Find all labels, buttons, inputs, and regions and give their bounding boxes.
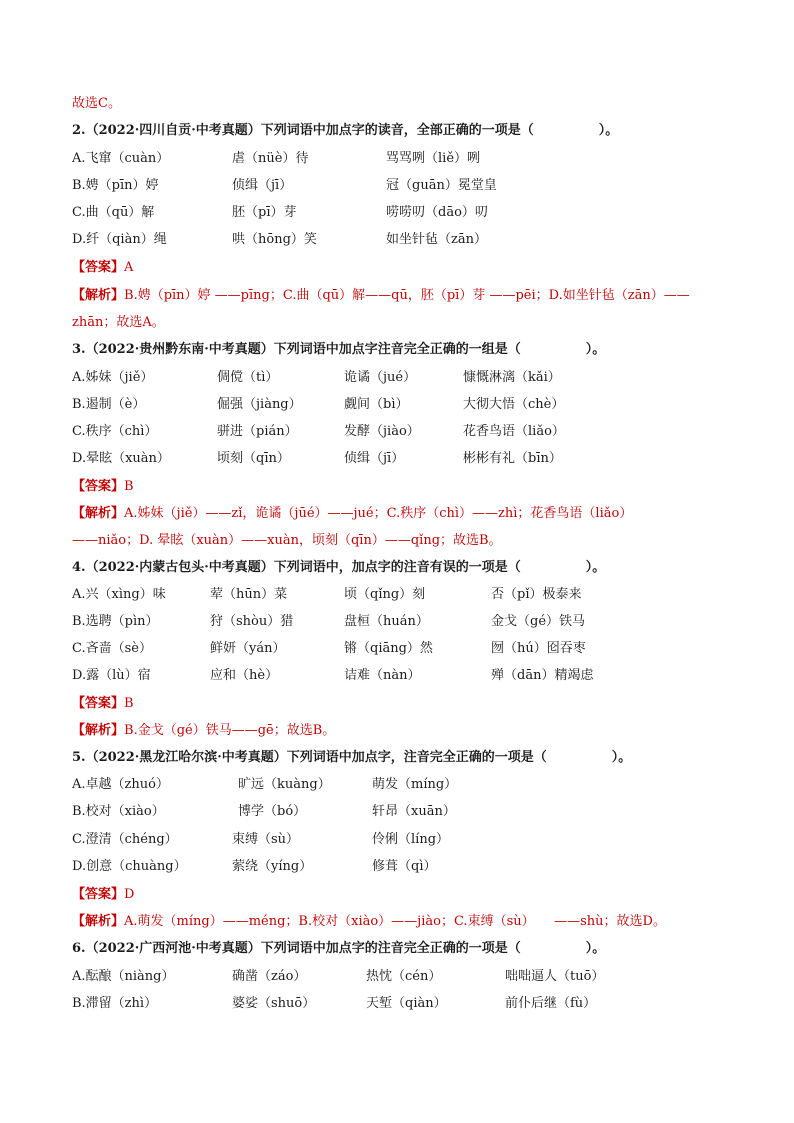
- option-word: 轩昂（xuān）: [372, 804, 456, 819]
- question-4-analysis-line-1: [72, 722, 734, 740]
- answer-label: 【答案】: [72, 887, 125, 902]
- option-word: D.纤（qiàn）绳: [72, 232, 167, 247]
- option-word: 萌发（míng）: [372, 777, 458, 792]
- option-word: C.吝啬（sè）: [72, 641, 152, 656]
- option-word: B.滞留（zhì）: [72, 996, 158, 1011]
- option-word: 狩（shòu）猎: [210, 614, 294, 629]
- option-word: 前仆后继（fù）: [505, 996, 597, 1011]
- option-word: C.澄清（chéng）: [72, 832, 178, 847]
- question-4-answer: [72, 695, 734, 713]
- option-word: 胚（pī）芽: [232, 205, 297, 220]
- answer-value: D: [124, 887, 135, 902]
- option-word: 确凿（záo）: [232, 969, 307, 984]
- question-2-stem: 2.（2022·四川自贡·中考真题）下列词语中加点字的读音，全部正确的一项是（ ）。: [72, 123, 619, 138]
- option-word: 婆娑（shuō）: [232, 996, 316, 1011]
- option-word: D.晕眩（xuàn）: [72, 451, 170, 466]
- question-4-stem: 4.（2022·内蒙古包头·中考真题）下列词语中，加点字的注音有误的一项是（ ）。: [72, 560, 606, 575]
- option-word: 侦缉（jī）: [344, 451, 405, 466]
- option-word: 骈进（pián）: [217, 424, 298, 439]
- answer-label: 【答案】: [72, 260, 125, 275]
- option-word: 博学（bó）: [238, 804, 307, 819]
- option-word: A.姊妹（jiě）: [72, 370, 154, 385]
- option-word: 慷慨淋漓（kǎi）: [463, 370, 561, 385]
- analysis-label: 【解析】: [72, 723, 125, 738]
- question-3-answer: [72, 478, 734, 496]
- option-word: 诡谲（jué）: [344, 370, 417, 385]
- question-6-stem: 6.（2022·广西河池·中考真题）下列词语中加点字的注音完全正确的一项是（ ）。: [72, 941, 606, 956]
- option-word: B.娉（pīn）婷: [72, 178, 159, 193]
- answer-value: A: [124, 260, 134, 275]
- analysis-text: A.姊妹（jiě）——zǐ，诡谲（jūé）——jué；C.秩序（chì）——zhì；花香鸟语（liǎo）: [124, 506, 633, 521]
- question-5-stem: 5.（2022·黑龙江哈尔滨·中考真题）下列词语中加点字，注音完全正确的一项是（ ）。: [72, 750, 632, 765]
- analysis-text: A.萌发（míng）——méng；B.校对（xiào）——jiào；C.束缚（sù） ——shù；故选D。: [124, 914, 666, 929]
- option-word: 锵（qiāng）然: [344, 641, 433, 656]
- option-word: B.选聘（pìn）: [72, 614, 159, 629]
- option-word: A.兴（xìng）味: [72, 587, 166, 602]
- option-word: 天堑（qiàn）: [366, 996, 447, 1011]
- option-word: 侦缉（jī）: [232, 178, 293, 193]
- option-word: 荤（hūn）菜: [210, 587, 288, 602]
- option-word: 修葺（qì）: [372, 859, 437, 874]
- option-word: B.校对（xiào）: [72, 804, 165, 819]
- option-word: 唠唠叨（dāo）叨: [386, 205, 488, 220]
- question-2-analysis-line-1: [72, 287, 734, 305]
- option-word: C.曲（qū）解: [72, 205, 155, 220]
- option-word: 鲜妍（yán）: [210, 641, 286, 656]
- intro-line: 故选C。: [72, 96, 121, 111]
- option-word: 应和（hè）: [210, 668, 279, 683]
- question-3-analysis-line-1: [72, 505, 734, 523]
- question-5-analysis-line-1: [72, 913, 734, 931]
- analysis-label: 【解析】: [72, 288, 125, 303]
- option-word: 大彻大悟（chè）: [463, 397, 565, 412]
- answer-value: B: [124, 696, 134, 711]
- option-word: 倜傥（tì）: [217, 370, 279, 385]
- option-word: A.卓越（zhuó）: [72, 777, 169, 792]
- question-2-answer: [72, 259, 734, 277]
- option-word: 殚（dān）精竭虑: [491, 668, 594, 683]
- option-word: C.秩序（chì）: [72, 424, 158, 439]
- option-word: 否（pǐ）极泰来: [491, 587, 582, 602]
- option-word: 盘桓（huán）: [344, 614, 429, 629]
- question-2-analysis-line-2: zhān；故选A。: [72, 315, 165, 330]
- answer-value: B: [124, 479, 134, 494]
- option-word: B.遏制（è）: [72, 397, 146, 412]
- option-word: 发酵（jiào）: [344, 424, 420, 439]
- question-5-answer: [72, 886, 734, 904]
- option-word: 萦绕（yíng）: [232, 859, 313, 874]
- option-word: 伶俐（líng）: [372, 832, 450, 847]
- analysis-label: 【解析】: [72, 914, 125, 929]
- option-word: 顷刻（qīn）: [217, 451, 290, 466]
- option-word: 如坐针毡（zān）: [386, 232, 487, 247]
- option-word: 诘难（nàn）: [344, 668, 421, 683]
- analysis-text: B.金戈（gé）铁马——gē；故选B。: [124, 723, 336, 738]
- option-word: A.飞窜（cuàn）: [72, 151, 170, 166]
- option-word: 顷（qǐng）刻: [344, 587, 426, 602]
- analysis-text: B.娉（pīn）婷 ——pīng；C.曲（qū）解——qū，胚（pī）芽 ——pēi；D.如坐针毡（zān）——: [124, 288, 690, 303]
- option-word: 彬彬有礼（bīn）: [463, 451, 562, 466]
- analysis-label: 【解析】: [72, 506, 125, 521]
- option-word: 金戈（gé）铁马: [491, 614, 586, 629]
- option-word: D.露（lù）宿: [72, 668, 151, 683]
- option-word: 虐（nüè）待: [232, 151, 309, 166]
- option-word: D.创意（chuàng）: [72, 859, 187, 874]
- option-word: 觑间（bì）: [344, 397, 409, 412]
- option-word: 哄（hōng）笑: [232, 232, 317, 247]
- option-word: 骂骂咧（liě）咧: [386, 151, 481, 166]
- option-word: 热忱（cén）: [366, 969, 442, 984]
- option-word: 咄咄逼人（tuō）: [505, 969, 605, 984]
- option-word: A.酝酿（niàng）: [72, 969, 175, 984]
- answer-label: 【答案】: [72, 696, 125, 711]
- option-word: 囫（hú）囵吞枣: [491, 641, 586, 656]
- option-word: 冠（guān）冕堂皇: [386, 178, 497, 193]
- question-3-stem: 3.（2022·贵州黔东南·中考真题）下列词语中加点字注音完全正确的一组是（ ）。: [72, 342, 606, 357]
- option-word: 倔强（jiàng）: [217, 397, 302, 412]
- option-word: 旷远（kuàng）: [238, 777, 331, 792]
- question-3-analysis-line-2: ——niǎo；D. 晕眩（xuàn）——xuàn，顷刻（qīn）——qǐng；故选B。: [72, 533, 502, 548]
- answer-label: 【答案】: [72, 479, 125, 494]
- option-word: 花香鸟语（liǎo）: [463, 424, 565, 439]
- option-word: 束缚（sù）: [232, 832, 300, 847]
